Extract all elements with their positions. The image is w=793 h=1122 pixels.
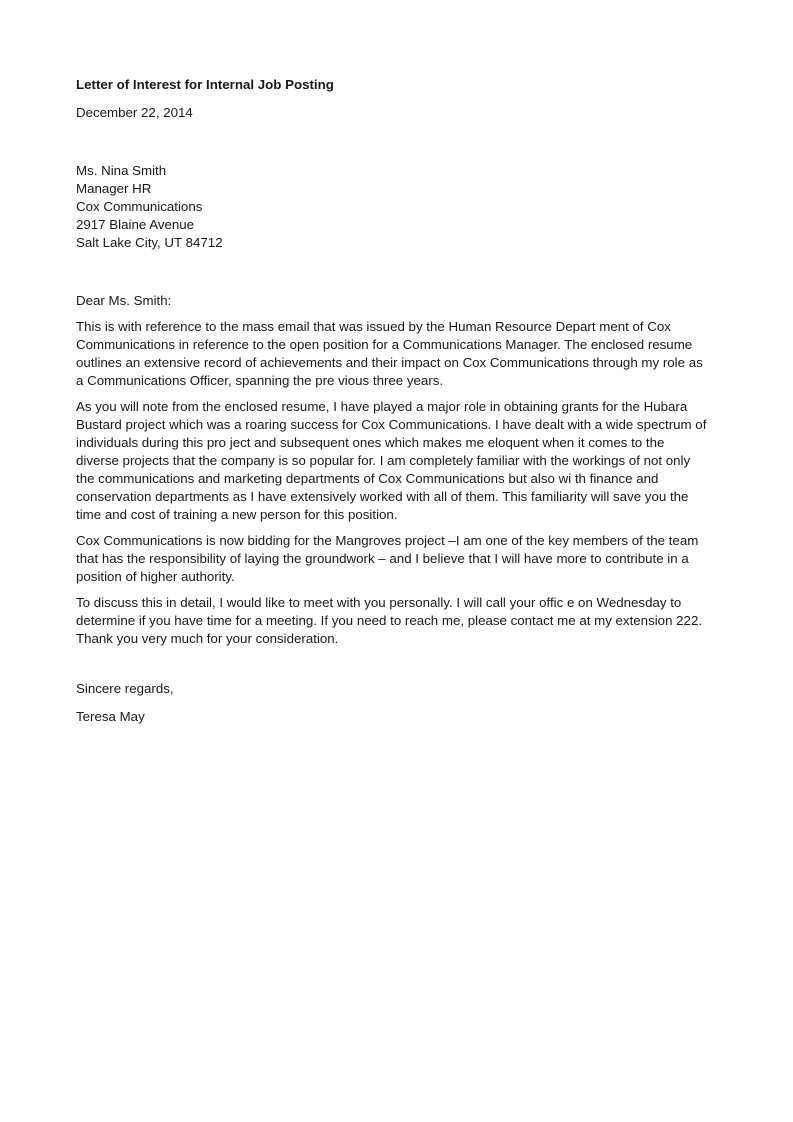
paragraph-4: To discuss this in detail, I would like to meet with you personally. I will call your offic e on Wednesday to determine if you have time for a meeting. If you need to reach me, please contact me at my extension 222. Thank you very much for your consideration. — [76, 595, 703, 646]
letter-body — [76, 76, 710, 726]
letter-date: December 22, 2014 — [76, 105, 193, 120]
salutation: Dear Ms. Smith: — [76, 293, 172, 308]
recipient-street: 2917 Blaine Avenue — [76, 217, 195, 232]
letter-title: Letter of Interest for Internal Job Posting — [76, 77, 334, 92]
recipient-name: Ms. Nina Smith — [76, 163, 167, 178]
recipient-company: Cox Communications — [76, 199, 203, 214]
closing: Sincere regards, — [76, 681, 174, 696]
recipient-address — [76, 162, 710, 252]
paragraph-3: Cox Communications is now bidding for the Mangroves project –I am one of the key members of the team that has the responsibility of laying the groundwork – and I believe that I will have more to contribute in a position of higher authority. — [76, 533, 699, 584]
recipient-city: Salt Lake City, UT 84712 — [76, 235, 223, 250]
paragraph-1: This is with reference to the mass email that was issued by the Human Resource Depart ment of Cox Communications in reference to the open position for a Communications Manager. The enclosed resume outlines an extensive record of achievements and their impact on Cox Communications through my role as a Communications Officer, spanning the pre vious three years. — [76, 319, 703, 388]
paragraph-2: As you will note from the enclosed resume, I have played a major role in obtaining grants for the Hubara Bustard project which was a roaring success for Cox Communications. I have dealt with a wide spectrum of individuals during this pro ject and subsequent ones which makes me eloquent when it comes to the diverse projects that the company is so popular for. I am completely familiar with the workings of not only the communications and marketing departments of Cox Communications but also wi th finance and conservation departments as I have extensively worked with all of them. This familiarity will save you the time and cost of training a new person for this position. — [76, 399, 707, 522]
signature: Teresa May — [76, 709, 145, 724]
recipient-position: Manager HR — [76, 181, 152, 196]
